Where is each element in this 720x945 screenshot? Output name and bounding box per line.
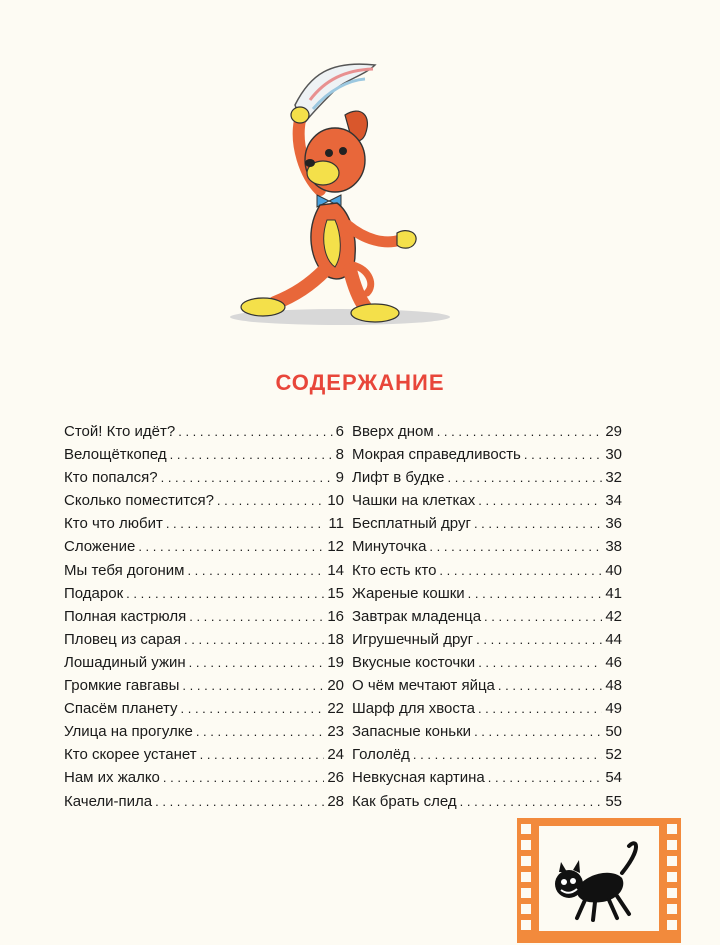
toc-entry	[352, 559, 622, 582]
toc-entry-page: 46	[605, 653, 622, 671]
toc-leader-dots	[448, 466, 603, 489]
toc-leader-dots	[413, 743, 602, 766]
toc-entry-title: Шарф для хвоста	[352, 700, 475, 718]
toc-leader-dots	[196, 720, 324, 743]
toc-entry-title: О чём мечтают яйца	[352, 677, 495, 695]
toc-leader-dots	[474, 720, 602, 743]
toc-entry	[64, 582, 344, 605]
toc-leader-dots	[187, 559, 324, 582]
toc-entry-title: Велощёткопед	[64, 446, 167, 464]
toc-entry-page: 26	[327, 769, 344, 787]
toc-entry	[64, 512, 344, 535]
toc-entry	[352, 743, 622, 766]
toc-entry-title: Запасные коньки	[352, 723, 472, 741]
toc-leader-dots	[126, 582, 324, 605]
toc-entry	[352, 720, 622, 743]
toc-leader-dots	[163, 766, 324, 789]
toc-entry	[64, 559, 344, 582]
toc-entry-title: Завтрак младенца	[352, 607, 482, 625]
toc-entry-page: 24	[327, 746, 344, 764]
toc-entry-page: 28	[327, 792, 344, 810]
toc-entry-title: Мокрая справедливость	[352, 446, 521, 464]
toc-entry-page: 32	[605, 469, 622, 487]
toc-entry	[352, 766, 622, 789]
page-title: СОДЕРЖАНИЕ	[275, 370, 445, 395]
toc-entry-title: Бесплатный друг	[352, 515, 471, 533]
toc-leader-dots	[155, 790, 324, 813]
toc-leader-dots	[200, 743, 325, 766]
toc-leader-dots	[189, 651, 325, 674]
toc-leader-dots	[468, 582, 603, 605]
toc-entry-title: Сложение	[64, 538, 136, 556]
toc-entry-title: Спасём планету	[64, 700, 178, 718]
toc-entry	[352, 443, 622, 466]
toc-entry	[352, 790, 622, 813]
toc-entry	[352, 697, 622, 720]
toc-leader-dots	[170, 443, 333, 466]
film-strip-illustration	[517, 818, 681, 943]
toc-entry-page: 44	[605, 630, 622, 648]
toc-entry-title: Игрушечный друг	[352, 630, 474, 648]
toc-entry	[352, 651, 622, 674]
toc-entry-page: 41	[605, 584, 622, 602]
toc-entry	[352, 489, 622, 512]
toc-leader-dots	[182, 674, 324, 697]
toc-entry-title: Качели-пила	[64, 792, 153, 810]
toc-entry-page: 34	[605, 492, 622, 510]
toc-leader-dots	[437, 420, 603, 443]
toc-entry-page: 36	[605, 515, 622, 533]
toc-entry-page: 52	[605, 746, 622, 764]
toc-entry-page: 15	[327, 584, 344, 602]
toc-entry	[64, 790, 344, 813]
toc-entry-title: Гололёд	[352, 746, 410, 764]
toc-entry	[64, 743, 344, 766]
toc-right-column	[352, 420, 622, 813]
toc-leader-dots	[476, 628, 602, 651]
toc-entry-page: 14	[327, 561, 344, 579]
toc-entry-title: Пловец из сарая	[64, 630, 182, 648]
toc-entry-page: 40	[605, 561, 622, 579]
toc-entry-page: 9	[335, 469, 344, 487]
toc-entry	[64, 489, 344, 512]
toc-entry-page: 55	[605, 792, 622, 810]
toc-entry-title: Чашки на клетках	[352, 492, 476, 510]
toc-entry	[352, 535, 622, 558]
toc-entry-title: Кто что любит	[64, 515, 163, 533]
toc-entry-title: Стой! Кто идёт?	[64, 423, 176, 440]
toc-entry-page: 49	[605, 700, 622, 718]
toc-entry-page: 12	[327, 538, 344, 556]
toc-entry-page: 10	[327, 492, 344, 510]
toc-leader-dots	[484, 605, 602, 628]
toc-entry-title: Вкусные косточки	[352, 653, 476, 671]
toc-entry	[64, 628, 344, 651]
toc-entry-title: Невкусная картина	[352, 769, 485, 787]
toc-leader-dots	[161, 466, 333, 489]
toc-entry	[352, 582, 622, 605]
toc-entry-title: Кто есть кто	[352, 561, 437, 579]
toc-leader-dots	[478, 651, 602, 674]
toc-entry-page: 8	[335, 446, 344, 464]
toc-entry	[64, 420, 344, 443]
toc-entry	[352, 466, 622, 489]
toc-entry-title: Громкие гавгавы	[64, 677, 180, 695]
toc-leader-dots	[138, 535, 324, 558]
toc-leader-dots	[429, 535, 602, 558]
toc-entry-page: 30	[605, 446, 622, 464]
toc-entry	[64, 466, 344, 489]
toc-entry	[64, 535, 344, 558]
toc-entry-title: Как брать след	[352, 792, 457, 810]
toc-entry-title: Кто попался?	[64, 469, 158, 487]
toc-entry-page: 48	[605, 677, 622, 695]
toc-leader-dots	[439, 559, 602, 582]
toc-entry	[352, 512, 622, 535]
toc-entry-page: 38	[605, 538, 622, 556]
toc-entry-title: Вверх дном	[352, 423, 434, 440]
toc-leader-dots	[217, 489, 324, 512]
toc-entry	[64, 720, 344, 743]
toc-entry	[352, 420, 622, 443]
toc-leader-dots	[524, 443, 602, 466]
toc-entry	[352, 605, 622, 628]
toc-entry-page: 54	[605, 769, 622, 787]
toc-leader-dots	[498, 674, 602, 697]
toc-leader-dots	[474, 512, 602, 535]
toc-entry-title: Жареные кошки	[352, 584, 465, 602]
toc-entry	[64, 605, 344, 628]
toc-entry	[64, 443, 344, 466]
toc-entry	[64, 651, 344, 674]
toc-entry	[64, 766, 344, 789]
toc-entry-title: Мы тебя догоним	[64, 561, 185, 579]
toc-leader-dots	[189, 605, 324, 628]
toc-entry-page: 16	[327, 607, 344, 625]
toc-leader-dots	[181, 697, 325, 720]
toc-entry	[64, 697, 344, 720]
toc-leader-dots	[166, 512, 326, 535]
toc-leader-dots	[488, 766, 603, 789]
toc-entry-title: Лошадиный ужин	[64, 653, 186, 671]
toc-entry-page: 22	[327, 700, 344, 718]
toc-entry-page: 6	[335, 423, 344, 440]
toc-leader-dots	[460, 790, 603, 813]
toc-entry-title: Улица на прогулке	[64, 723, 193, 741]
toc-entry-title: Лифт в будке	[352, 469, 445, 487]
toc-entry-page: 42	[605, 607, 622, 625]
toc-leader-dots	[478, 697, 602, 720]
toc-leader-dots	[178, 420, 332, 443]
toc-leader-dots	[478, 489, 602, 512]
toc-entry-page: 19	[327, 653, 344, 671]
toc-entry-title: Минуточка	[352, 538, 427, 556]
toc-entry-title: Сколько поместится?	[64, 492, 214, 510]
toc-entry	[352, 628, 622, 651]
toc-entry-page: 11	[328, 515, 344, 533]
toc-entry-title: Подарок	[64, 584, 124, 602]
toc-entry-page: 20	[327, 677, 344, 695]
toc-entry	[64, 674, 344, 697]
toc-leader-dots	[184, 628, 324, 651]
toc-entry-page: 50	[605, 723, 622, 741]
toc-entry-page: 29	[605, 423, 622, 440]
toc-left-column	[64, 420, 344, 813]
dog-illustration	[225, 45, 455, 335]
toc-entry-title: Полная кастрюля	[64, 607, 187, 625]
toc-entry-page: 18	[327, 630, 344, 648]
toc-entry-title: Кто скорее устанет	[64, 746, 197, 764]
toc-entry-page: 23	[327, 723, 344, 741]
toc-entry	[352, 674, 622, 697]
toc-entry-title: Нам их жалко	[64, 769, 160, 787]
